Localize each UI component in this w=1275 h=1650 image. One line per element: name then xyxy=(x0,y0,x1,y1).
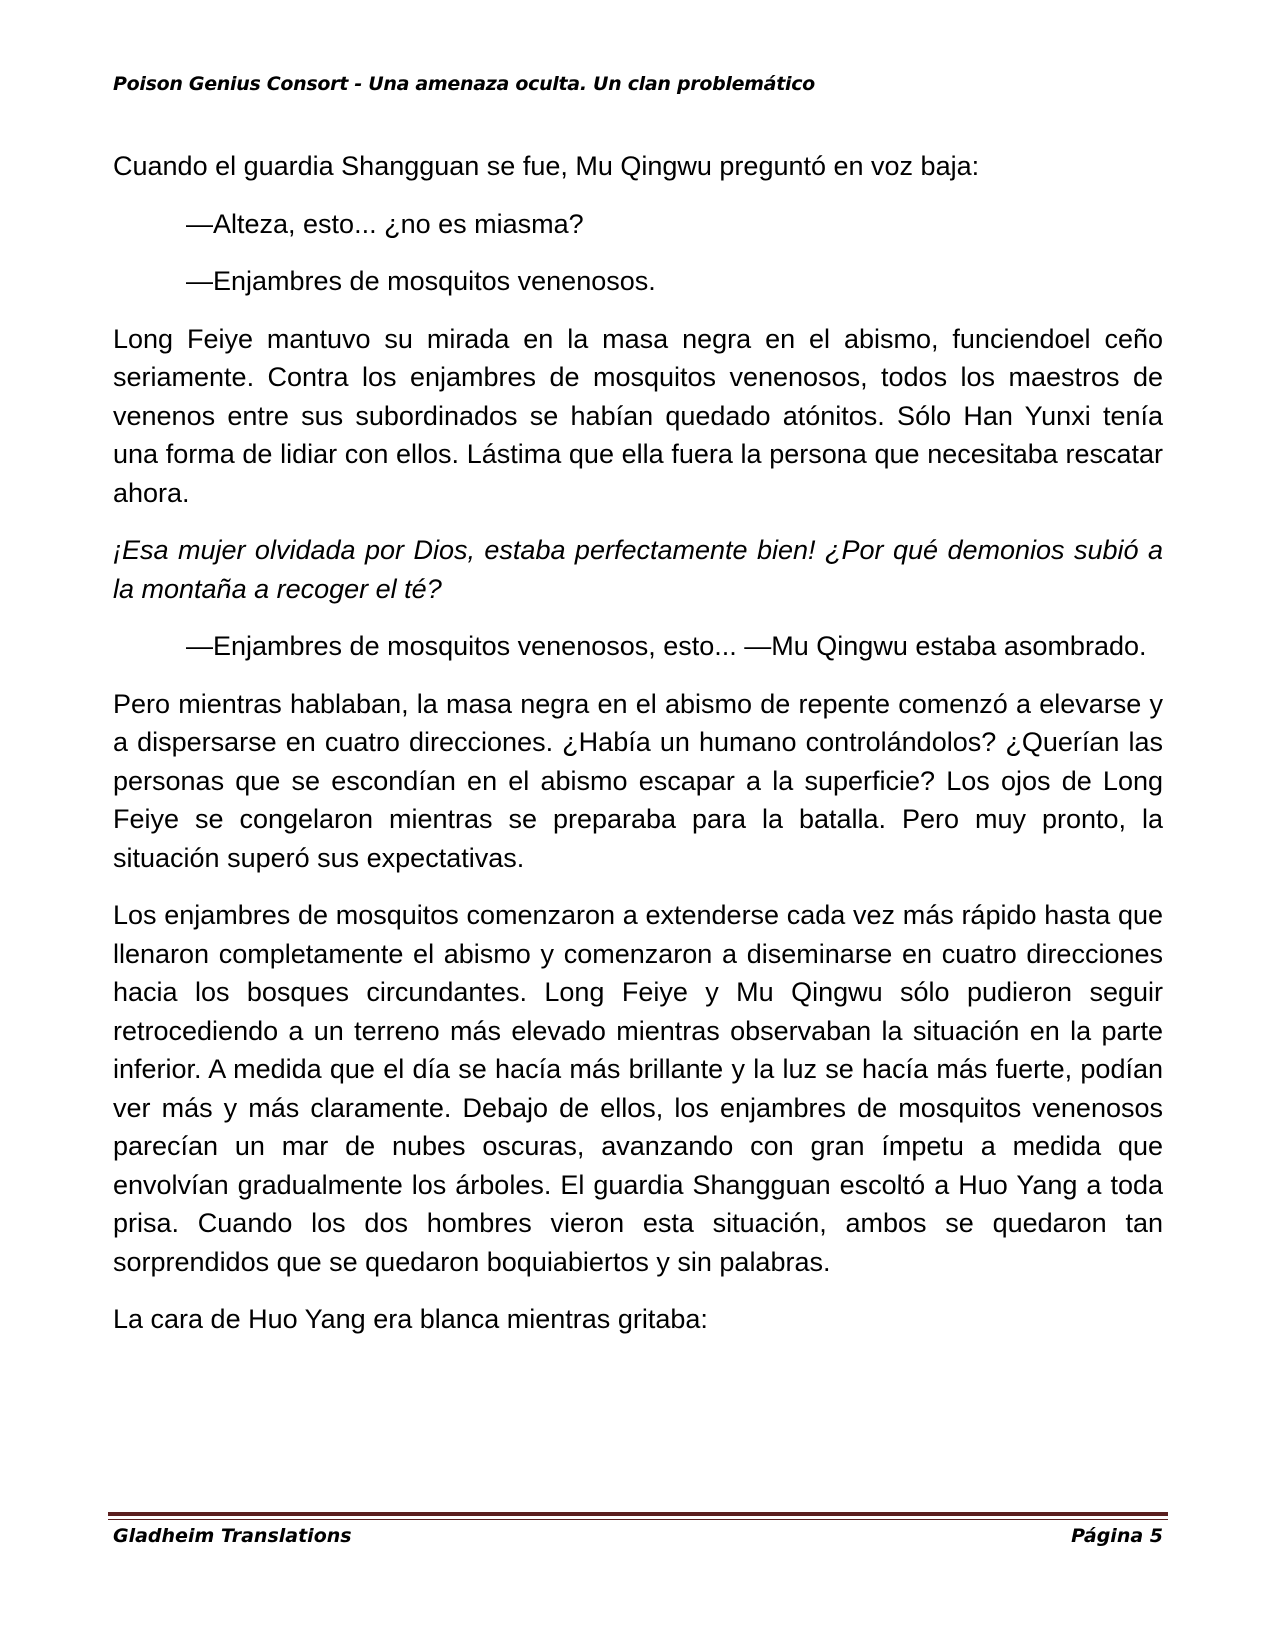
footer-divider xyxy=(108,1512,1168,1516)
paragraph: Long Feiye mantuvo su mirada en la masa negra en el abismo, funciendoel ceño seriamente. Contra los enjambres de mosquitos venenosos, todos los maestros de venenos entre sus subordinados se habían quedado atónitos. Sólo Han Yunxi tenía una forma de lidiar con ellos. Lástima que ella fuera la persona que necesitaba rescatar ahora. xyxy=(113,323,1163,508)
footer-divider-thin xyxy=(108,1519,1168,1520)
paragraph: Cuando el guardia Shangguan se fue, Mu Qingwu preguntó en voz baja: xyxy=(113,151,980,181)
dialogue-line: —Enjambres de mosquitos venenosos, esto... —Mu Qingwu estaba asombrado. xyxy=(186,631,1147,661)
paragraph: Pero mientras hablaban, la masa negra en el abismo de repente comenzó a elevarse y a dispersarse en cuatro direcciones. ¿Había un humano controlándolos? ¿Querían las personas que se escondían en el abismo escapar a la superficie? Los ojos de Long Feiye se congelaron mientras se preparaba para la batalla. Pero muy pronto, la situación superó sus expectativas. xyxy=(113,688,1163,873)
page-number: Página 5 xyxy=(1071,1525,1163,1547)
thought-paragraph: ¡Esa mujer olvidada por Dios, estaba perfectamente bien! ¿Por qué demonios subió a la montaña a recoger el té? xyxy=(113,535,1163,604)
running-header: Poison Genius Consort - Una amenaza oculta. Un clan problemático xyxy=(113,73,815,95)
dialogue-line: —Alteza, esto... ¿no es miasma? xyxy=(186,208,584,239)
paragraph: La cara de Huo Yang era blanca mientras gritaba: xyxy=(113,1304,708,1334)
footer-credit: Gladheim Translations xyxy=(113,1525,352,1547)
dialogue-line: —Enjambres de mosquitos venenosos. xyxy=(186,266,656,296)
paragraph: Los enjambres de mosquitos comenzaron a extenderse cada vez más rápido hasta que llenaron completamente el abismo y comenzaron a diseminarse en cuatro direcciones hacia los bosques circundantes. Long Feiye y Mu Qingwu sólo pudieron seguir retrocediendo a un terreno más elevado mientras observaban la situación en la parte inferior. A medida que el día se hacía más brillante y la luz se hacía más fuerte, podían ver más y más claramente. Debajo de ellos, los enjambres de mosquitos venenosos parecían un mar de nubes oscuras, avanzando con gran ímpetu a medida que envolvían gradualmente los árboles. El guardia Shangguan escoltó a Huo Yang a toda prisa. Cuando los dos hombres vieron esta situación, ambos se quedaron tan sorprendidos que se quedaron boquiabiertos y sin palabras. xyxy=(113,900,1163,1277)
page-body xyxy=(113,147,1163,1358)
